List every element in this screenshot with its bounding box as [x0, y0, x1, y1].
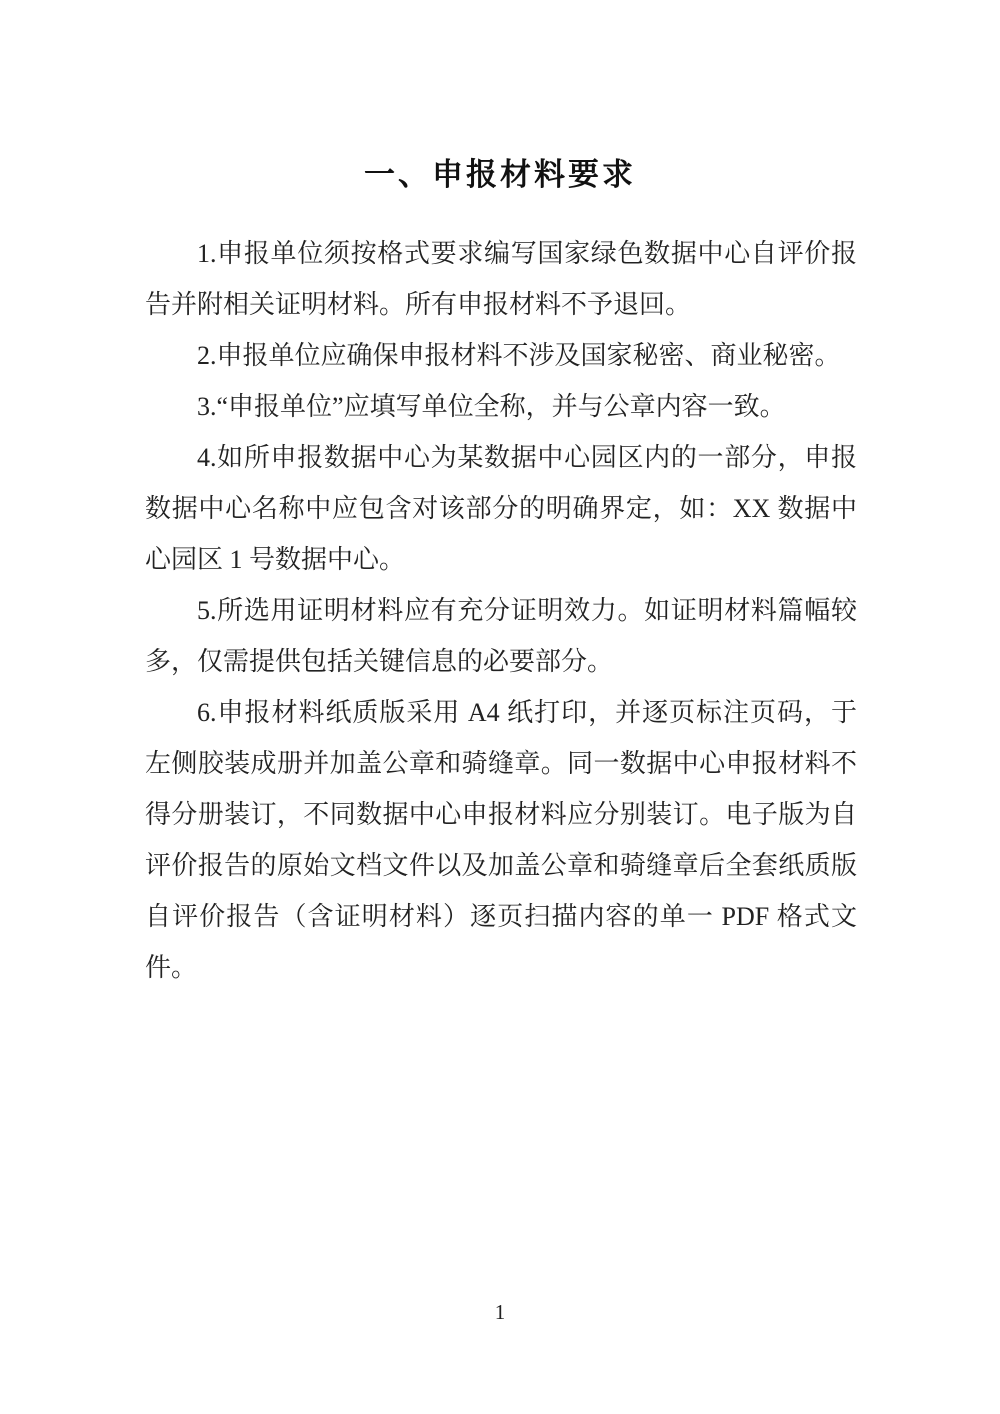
paragraph-5: 5.所选用证明材料应有充分证明效力。如证明材料篇幅较多，仅需提供包括关键信息的必要部分。 — [145, 596, 857, 676]
page-number: 1 — [494, 1300, 506, 1324]
paragraph-3: 3.“申报单位”应填写单位全称，并与公章内容一致。 — [197, 392, 786, 421]
paragraph-1: 1.申报单位须按格式要求编写国家绿色数据中心自评价报告并附相关证明材料。所有申报材料不予退回。 — [145, 239, 857, 319]
paragraph-4: 4.如所申报数据中心为某数据中心园区内的一部分，申报数据中心名称中应包含对该部分的明确界定，如：XX 数据中心园区 1 号数据中心。 — [145, 443, 857, 574]
paragraph-6: 6.申报材料纸质版采用 A4 纸打印，并逐页标注页码，于左侧胶装成册并加盖公章和骑缝章。同一数据中心申报材料不得分册装订，不同数据中心申报材料应分别装订。电子版为自评价报告的原始文档文件以及加盖公章和骑缝章后全套纸质版自评价报告（含证明材料）逐页扫描内容的单一 PDF 格式文件。 — [145, 698, 857, 982]
page-title: 一、申报材料要求 — [364, 156, 636, 192]
paragraph-2: 2.申报单位应确保申报材料不涉及国家秘密、商业秘密。 — [197, 341, 841, 370]
document-body — [145, 228, 857, 993]
